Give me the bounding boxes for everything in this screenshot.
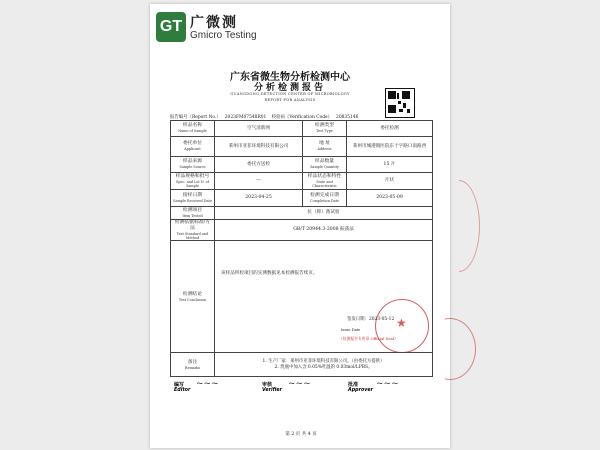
conclusion-text: 该样品所检项目的实测数据见本检测报告续页。	[221, 271, 318, 277]
table-row	[171, 173, 433, 190]
remark-line: 2. 烧瓶中加入含 0.05%吐温的 0.03mol/LPBS。	[274, 364, 373, 370]
sample-quantity-label: 样品数量 Sample Quantity	[303, 157, 347, 173]
approver-signature: 批准 Approver	[348, 382, 373, 393]
verifier-handwriting: ~~~	[288, 379, 311, 389]
center-name: 广东省微生物分析检测中心	[230, 72, 350, 83]
page-number: 第 2 页 共 4 页	[285, 432, 317, 437]
remark-line: 1. 生产厂家：莱州市亚菲环境科技有限公司。（由委托方提供）	[262, 359, 385, 365]
issue-date: 签发日期：2023-05-12	[347, 317, 395, 323]
test-type-value: 委托检测	[347, 121, 433, 137]
editor-signature: 编写 Editor	[174, 382, 191, 393]
address-value: 莱州市城港镇医院东十字路口南路西	[347, 137, 433, 157]
seal-caption: （检测报告专用章 Official Seal）	[339, 336, 398, 342]
editor-handwriting: ~~~	[196, 379, 219, 389]
seal-star-icon: ★	[396, 316, 407, 331]
received-date-label: 接样日期 Sample Received Date	[171, 190, 215, 207]
table-row	[171, 157, 433, 173]
sample-source-label: 样品来源 Sample Source	[171, 157, 215, 173]
logo-cn-name: 广微测	[190, 15, 238, 31]
sample-quantity-value: 15 片	[347, 157, 433, 173]
standard-value: GB/T 20944.3-2008 振荡法	[215, 220, 433, 241]
spec-lot-value: ---	[215, 173, 303, 190]
conclusion-label: 检测结论 Test Conclusion	[171, 241, 215, 353]
received-date-value: 2023-04-25	[215, 190, 303, 207]
signature-row	[170, 381, 432, 401]
remarks-label: 备注 Remarks	[171, 353, 215, 377]
report-title-en: REPORT FOR ANALYSIS	[264, 98, 316, 102]
table-row	[171, 241, 433, 353]
verification-code: 20835146	[336, 115, 359, 120]
table-row	[171, 137, 433, 157]
verification-label: 校验码（Verification Code）	[271, 115, 333, 120]
logo-en-name: Gmicro Testing	[190, 30, 257, 41]
table-row	[171, 190, 433, 207]
center-name-en: GUANGDONG DETECTION CENTER OF MICROBIOLOGY	[230, 92, 350, 96]
approver-handwriting: ~~~	[376, 379, 399, 389]
remarks-value	[215, 353, 433, 377]
report-no-label: 报告编号（Report No.）	[170, 115, 221, 120]
address-label: 地 址 Address	[303, 137, 347, 157]
applicant-label: 委托单位 Applicant	[171, 137, 215, 157]
table-row	[171, 220, 433, 241]
item-tested-label: 检测项目 Item Tested	[171, 207, 215, 220]
issue-date-label: Issue Date	[341, 328, 361, 333]
item-tested-value: 抗（抑）菌试验	[215, 207, 433, 220]
table-row	[171, 353, 433, 377]
sample-name-label: 样品名称 Name of Sample	[171, 121, 215, 137]
official-seal	[375, 299, 429, 353]
conclusion-cell	[215, 241, 433, 353]
verifier-signature: 审核 Verifier	[262, 382, 283, 393]
table-row	[171, 207, 433, 220]
completion-date-value: 2023-05-09	[347, 190, 433, 207]
state-label: 样品状态和特性 State and Characteristic	[303, 173, 347, 190]
test-type-label: 检测类型 Test Type	[303, 121, 347, 137]
logo-mark: GT	[156, 12, 186, 42]
state-value: 片状	[347, 173, 433, 190]
sample-name-value: 空气清新网	[215, 121, 303, 137]
report-title: 分析检测报告	[253, 83, 326, 93]
applicant-value: 莱州市亚菲环境科技有限公司	[215, 137, 303, 157]
report-table	[170, 120, 433, 377]
completion-date-label: 检测完成日期 Completion Date	[303, 190, 347, 207]
company-logo	[156, 12, 266, 42]
standard-label: 检测依据标准/方法 Test Standard and Method	[171, 220, 215, 241]
table-row	[171, 121, 433, 137]
sample-source-value: 委托方送检	[215, 157, 303, 173]
spec-lot-label: 样品规格和批号 Spec. and Lot N. of Sample	[171, 173, 215, 190]
report-no: 2023FM07548R01	[224, 115, 267, 120]
